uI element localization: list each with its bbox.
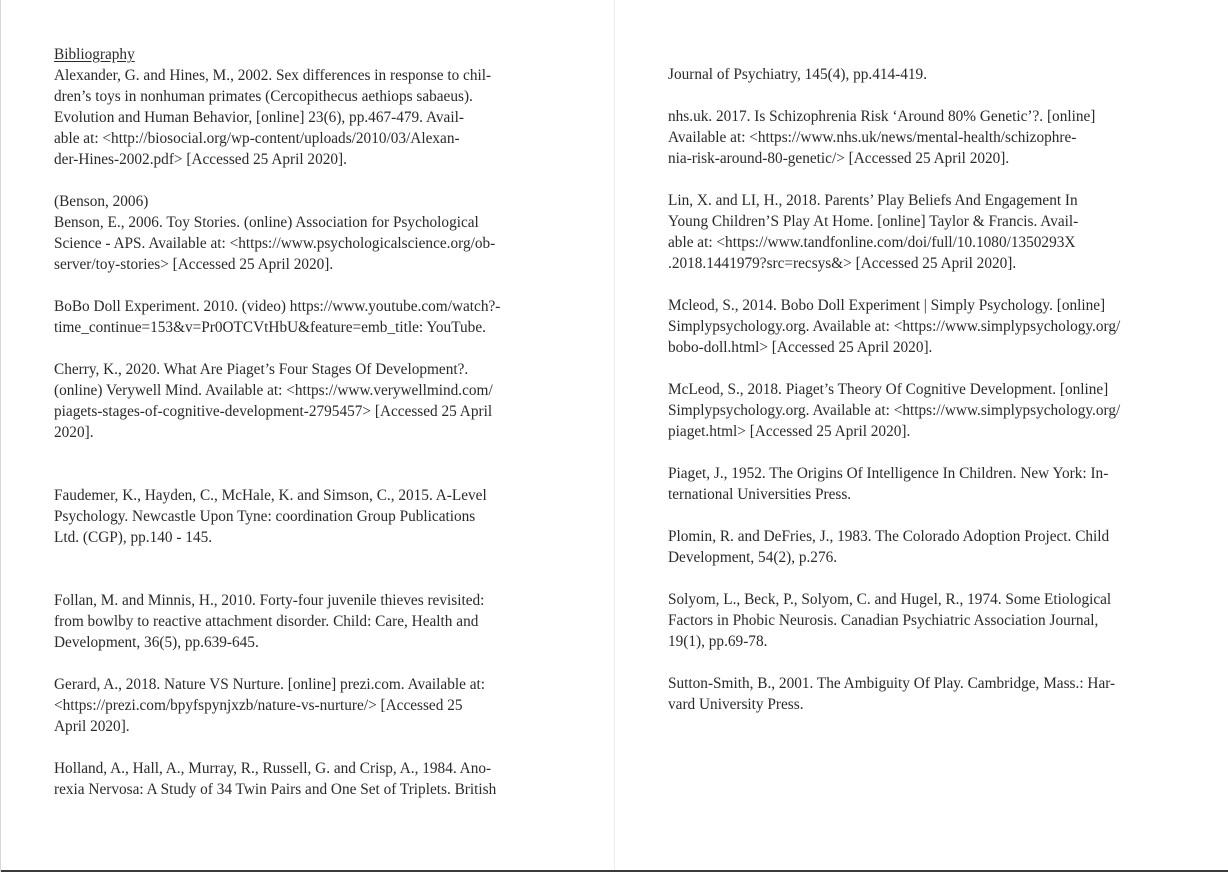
bibliography-entry [668,526,1120,568]
right-page [615,0,1228,870]
entry-line: Benson, E., 2006. Toy Stories. (online) Association for Psychological [54,214,479,231]
bibliography-entry [668,106,1120,169]
entry-line: rexia Nervosa: A Study of 34 Twin Pairs and One Set of Triplets. British [54,781,497,798]
bibliography-entry [54,590,500,653]
entry-spacer [54,548,500,590]
bibliography-entry [668,190,1120,274]
entry-spacer [668,505,1120,526]
entry-spacer [54,170,500,191]
entry-line: piagets-stages-of-cognitive-development-2795457> [Accessed 25 April [54,403,493,420]
bibliography-entry [54,65,500,170]
entry-line: Gerard, A., 2018. Nature VS Nurture. [online] prezi.com. Available at: [54,676,486,693]
entry-line: Holland, A., Hall, A., Murray, R., Russell, G. and Crisp, A., 1984. Ano- [54,760,492,777]
entry-line: able at: <http://biosocial.org/wp-content/uploads/2010/03/Alexan- [54,130,460,147]
entry-line: Psychology. Newcastle Upon Tyne: coordination Group Publications [54,508,476,525]
entry-line: Simplypsychology.org. Available at: <https://www.simplypsychology.org/ [668,318,1121,335]
entry-spacer [668,169,1120,190]
bibliography-entry [668,463,1120,505]
entry-line: Sutton-Smith, B., 2001. The Ambiguity Of Play. Cambridge, Mass.: Har- [668,675,1116,692]
bibliography-entry [668,673,1120,715]
entry-line: BoBo Doll Experiment. 2010. (video) https://www.youtube.com/watch?- [54,298,501,315]
entry-spacer [668,568,1120,589]
left-entries [54,65,500,800]
entry-line: (online) Verywell Mind. Available at: <https://www.verywellmind.com/ [54,382,493,399]
entry-line: Cherry, K., 2020. What Are Piaget’s Four Stages Of Development?. [54,361,469,378]
entry-line: nhs.uk. 2017. Is Schizophrenia Risk ‘Around 80% Genetic’?. [online] [668,108,1096,125]
entry-spacer [668,442,1120,463]
entry-line: vard University Press. [668,696,804,713]
left-column [54,44,500,800]
entry-line: Plomin, R. and DeFries, J., 1983. The Colorado Adoption Project. Child [668,528,1110,545]
bibliography-entry [54,296,500,338]
entry-line: dren’s toys in nonhuman primates (Cercopithecus aethiops sabaeus). [54,88,473,105]
entry-line: 19(1), pp.69-78. [668,633,768,650]
entry-line: server/toy-stories> [Accessed 25 April 2020]. [54,256,334,273]
right-column [668,64,1120,715]
entry-spacer [54,737,500,758]
entry-line: Development, 36(5), pp.639-645. [54,634,259,651]
bibliography-entry [54,191,500,275]
entry-spacer [668,358,1120,379]
entry-spacer [54,338,500,359]
entry-line: Evolution and Human Behavior, [online] 23(6), pp.467-479. Avail- [54,109,464,126]
bibliography-entry [668,64,1120,85]
entry-spacer [668,85,1120,106]
entry-line: Available at: <https://www.nhs.uk/news/mental-health/schizophre- [668,129,1077,146]
entry-line: (Benson, 2006) [54,193,149,210]
entry-line: der-Hines-2002.pdf> [Accessed 25 April 2020]. [54,151,347,168]
entry-line: April 2020]. [54,718,130,735]
entry-line: Faudemer, K., Hayden, C., McHale, K. and Simson, C., 2015. A-Level [54,487,487,504]
entry-line: Piaget, J., 1952. The Origins Of Intelligence In Children. New York: In- [668,465,1109,482]
entry-line: Science - APS. Available at: <https://www.psychologicalscience.org/ob- [54,235,496,252]
entry-line: <https://prezi.com/bpyfspynjxzb/nature-vs-nurture/> [Accessed 25 [54,697,463,714]
entry-line: ternational Universities Press. [668,486,852,503]
entry-line: piaget.html> [Accessed 25 April 2020]. [668,423,911,440]
right-entries [668,64,1120,715]
entry-line: Solyom, L., Beck, P., Solyom, C. and Hugel, R., 1974. Some Etiological [668,591,1112,608]
entry-line: McLeod, S., 2018. Piaget’s Theory Of Cognitive Development. [online] [668,381,1109,398]
bibliography-heading: Bibliography [54,46,135,63]
entry-line: bobo-doll.html> [Accessed 25 April 2020]. [668,339,933,356]
entry-line: Mcleod, S., 2014. Bobo Doll Experiment | Simply Psychology. [online] [668,297,1106,314]
entry-spacer [54,443,500,485]
entry-spacer [668,274,1120,295]
bibliography-entry [54,359,500,443]
bibliography-entry [54,485,500,548]
bibliography-entry [668,379,1120,442]
left-page [1,0,615,870]
entry-line: Follan, M. and Minnis, H., 2010. Forty-four juvenile thieves revisited: [54,592,485,609]
entry-spacer [668,652,1120,673]
entry-line: Ltd. (CGP), pp.140 - 145. [54,529,213,546]
bibliography-entry [54,674,500,737]
entry-line: Simplypsychology.org. Available at: <https://www.simplypsychology.org/ [668,402,1121,419]
entry-line: .2018.1441979?src=recsys&> [Accessed 25 April 2020]. [668,255,1017,272]
entry-line: Lin, X. and LI, H., 2018. Parents’ Play Beliefs And Engagement In [668,192,1078,209]
entry-line: time_continue=153&v=Pr0OTCVtHbU&feature=emb_title: YouTube. [54,319,486,336]
entry-line: 2020]. [54,424,94,441]
entry-line: able at: <https://www.tandfonline.com/doi/full/10.1080/1350293X [668,234,1076,251]
entry-line: Factors in Phobic Neurosis. Canadian Psychiatric Association Journal, [668,612,1099,629]
bibliography-entry [668,295,1120,358]
entry-line: Young Children’S Play At Home. [online] Taylor & Francis. Avail- [668,213,1079,230]
bibliography-entry [668,589,1120,652]
entry-spacer [54,275,500,296]
entry-spacer [54,653,500,674]
entry-line: Development, 54(2), p.276. [668,549,838,566]
entry-line: from bowlby to reactive attachment disorder. Child: Care, Health and [54,613,479,630]
entry-line: Journal of Psychiatry, 145(4), pp.414-419. [668,66,928,83]
entry-line: nia-risk-around-80-genetic/> [Accessed 25 April 2020]. [668,150,1010,167]
bibliography-entry [54,758,500,800]
entry-line: Alexander, G. and Hines, M., 2002. Sex differences in response to chil- [54,67,492,84]
